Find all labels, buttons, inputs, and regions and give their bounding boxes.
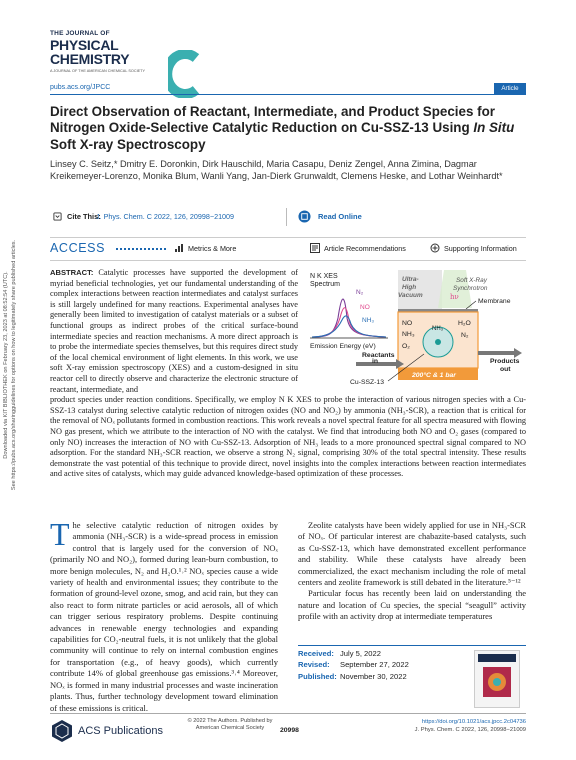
footer-divider <box>50 713 526 714</box>
published-date: November 30, 2022 <box>340 671 407 681</box>
revised-date: September 27, 2022 <box>340 660 409 670</box>
title-part-2: Soft X-ray Spectroscopy <box>50 136 206 152</box>
author-list[interactable]: Linsey C. Seitz,* Dmitry E. Doronkin, Dirk Hauschild, Maria Casapu, Deniz Zengel, Anna Zimina, Dagmar Kreikemeyer-Lorenzo, Monika Blum, Wanli Yang, Jan-Dierk Grunwaldt, Clemens Heske, and Lothar Weinhardt* <box>50 159 503 182</box>
copyright-notice <box>180 718 280 732</box>
metrics-icon <box>174 243 184 253</box>
dropcap: T <box>50 516 70 552</box>
cell-h2o: H₂O <box>458 320 471 327</box>
cell-no: NO <box>402 320 413 327</box>
journal-name-line-3: CHEMISTRY <box>50 51 130 67</box>
cell-n2: N₂ <box>461 332 469 339</box>
access-label: ACCESS <box>50 241 106 255</box>
supporting-info-icon <box>430 243 440 253</box>
copyright-line-2: American Chemical Society <box>195 725 265 731</box>
spectrum-title-1: N K XES <box>310 273 338 280</box>
catalyst-label: Cu-SSZ-13 <box>350 379 384 386</box>
title-italic: In Situ <box>473 120 515 136</box>
cite-icon <box>53 212 62 221</box>
cite-this-label: Cite This: <box>67 212 101 221</box>
vacuum-label-3: Vacuum <box>398 292 423 299</box>
journal-name-line-1: THE JOURNAL OF <box>50 30 110 37</box>
doi-block <box>415 718 526 734</box>
acs-logo-icon[interactable] <box>50 719 74 743</box>
access-bar <box>50 237 526 261</box>
received-row <box>298 648 438 659</box>
published-label: Published: <box>298 671 337 681</box>
title-part-1: Direct Observation of Reactant, Intermediate, and Product Species for Nitrogen Oxide-Selective Catalytic Reduction on Cu-SSZ-13 Using <box>50 104 495 136</box>
vacuum-label-2: High <box>402 284 417 291</box>
cell-nh3: NH₃ <box>402 331 415 338</box>
access-dots <box>116 248 166 252</box>
received-label: Received: <box>298 649 334 658</box>
dates-divider <box>298 645 526 646</box>
legend-nh3: NH₃ <box>362 317 375 324</box>
spectrum-x-label: Emission Energy (eV) <box>310 343 376 350</box>
page-number: 20998 <box>280 727 299 734</box>
legend-no: NO <box>360 304 370 311</box>
abstract-text-wide: product species under reaction conditions. Specifically, we employ N K XES to probe the interaction of various nitrogen species with a Cu-SSZ-13 catalyst during selective catalytic reduction of nitrogen oxides (NO and NO₂) by ammonia (NH₃-SCR), a reaction that is critical for the removal of NOₓ pollutants formed in combustion reactions. This work reveals a novel spectral feature for all spectra measured with flowing NO gas present, which we attribute to the interaction of NO with the catalyst. We find that introducing both NO and O₂ gases (compared to only NO) increases the interaction of NO with Cu-SSZ-13. Adsorption of NH₃ leads to a more pronounced spectral signal compared to NO adsorption. For the standard NH₃-SCR reaction, we observe a strong N₂ signal, comprising 30% of the total spectral intensity. These results demonstrate the vast potential of this technique to provide direct, novel insights into the complex interactions between reaction intermediates and active sites of catalysts, which may guide advanced knowledge-based optimization of these processes. <box>50 395 526 479</box>
cell-o2: O₂ <box>402 343 410 350</box>
publisher-name: ACS Publications <box>78 725 163 737</box>
journal-name-line-2: PHYSICAL <box>50 37 119 53</box>
spectrum-no-curve <box>312 308 386 337</box>
watermark-line-1: Downloaded via KIT BIBLIOTHEK on February 23, 2023 at 08:52:54 (UTC). <box>3 271 9 459</box>
paragraph-focus: Particular focus has recently been laid on understanding the nature and location of Cu species, the special “seagull” activity profile with an activity drop at intermediate temperatures <box>298 588 526 622</box>
products-label-1: Products <box>490 358 520 365</box>
journal-masthead[interactable] <box>50 25 160 80</box>
abstract-label: ABSTRACT: <box>50 268 94 277</box>
abstract-text-narrow <box>50 268 298 395</box>
synchrotron-label-1: Soft X-Ray <box>456 277 487 284</box>
read-online-icon <box>298 210 311 223</box>
reactants-label-2: in <box>372 358 379 365</box>
download-watermark <box>2 200 30 530</box>
vacuum-label-1: Ultra- <box>402 276 419 283</box>
toc-graphic <box>306 268 526 396</box>
paragraph-zeolite: Zeolite catalysts have been widely applied for use in NH₃-SCR of NOₓ. Of particular interest are chabazite-based catalysts, such as Cu-SSZ-13, which have demonstrated excellent performance and stability. While these catalysts have already been commercialized, the exact mechanism including the role of metal centers and zeolite framework is still debated in the literature.⁵⁻¹² <box>298 520 526 588</box>
body-column-left <box>50 516 278 714</box>
products-arrowhead <box>514 348 522 358</box>
intro-paragraph: he selective catalytic reduction of nitrogen oxides by ammonia (NH₃-SCR) is a wide-spread process in emission control that is largely used for the conversion of NOₓ (primarily NO and NO₂), formed during lean-burn combustion, to more benign molecules, N₂ and H₂O.¹˒² NOₓ species cause a wide variety of health and environmental issues; they contribute to the formation of ground-level ozone, smog, and acid rain, but they can also react to form nitrate particles or acid aerosols, all of which can trigger serious respiratory problems. Despite continuing advances in renewable energy technologies and expanding capabilities for CO₂-neutral fuels, it is not unlikely that the global community will continue to rely on internal combustion engines for transportation (e.g., of heavy goods), which currently contribute 14% of global greenhouse gas emissions.³˒⁴ Moreover, NOₓ is formed in many industrial processes and waste incineration plants. Thus, further technology development toward elimination of these emissions is critical. <box>50 520 278 713</box>
read-online-button[interactable] <box>298 210 378 224</box>
body-column-right <box>298 520 526 623</box>
conditions-label: 200°C & 1 bar <box>412 372 456 379</box>
page-footer <box>50 713 526 747</box>
footer-citation: J. Phys. Chem. C 2022, 126, 20998−21009 <box>414 727 526 733</box>
revised-row <box>298 659 438 670</box>
received-date: July 5, 2022 <box>340 649 381 658</box>
cite-separator <box>286 208 287 226</box>
supporting-info-link[interactable]: Supporting Information <box>444 244 517 253</box>
cite-bar <box>50 208 526 226</box>
spectrum-nh3-curve <box>312 316 386 337</box>
article-type-badge: Article <box>494 83 526 94</box>
citation-link[interactable]: J. Phys. Chem. C 2022, 126, 20998−21009 <box>96 212 235 221</box>
cell-nh3-adsorbed: NH₃ <box>432 326 444 332</box>
copyright-line-1: © 2022 The Authors. Published by <box>187 718 273 724</box>
read-online-label: Read Online <box>318 212 362 221</box>
journal-section-c-logo <box>168 50 200 98</box>
article-title <box>50 104 520 153</box>
journal-url-link[interactable]: pubs.acs.org/JPCC <box>50 84 111 91</box>
reactants-label-1: Reactants <box>362 352 395 359</box>
journal-cover-thumbnail[interactable] <box>474 650 520 708</box>
products-label-2: out <box>500 366 511 373</box>
recommendations-icon <box>310 243 320 253</box>
synchrotron-label-2: Synchrotron <box>453 285 488 292</box>
revised-label: Revised: <box>298 660 330 670</box>
membrane-label: Membrane <box>478 298 511 305</box>
legend-n2: N₂ <box>356 289 364 296</box>
doi-link[interactable]: https://doi.org/10.1021/acs.jpcc.2c04736 <box>421 719 526 725</box>
recommendations-link[interactable]: Article Recommendations <box>324 244 406 253</box>
spectrum-title-2: Spectrum <box>310 281 340 288</box>
hv-label: hν <box>450 293 459 301</box>
metrics-link[interactable]: Metrics & More <box>188 244 237 253</box>
header-divider <box>50 94 526 95</box>
cu-site <box>435 339 441 345</box>
article-history <box>298 645 438 682</box>
published-row <box>298 671 438 682</box>
watermark-line-2: See https://pubs.acs.org/sharingguidelines for options on how to legitimately share published articles. <box>11 239 17 491</box>
abstract-narrow-text: Catalytic processes have supported the development of myriad beneficial technologies, yet our fundamental understanding of the complex interactions between reaction intermediates and catalyst surfaces is still largely undefined for many reactions. Experimental analyses have generally been limited to investigation of catalyst materials or a subset of functional groups as indirect probes of the critical surface-bound intermediate species and reaction mechanisms. A more direct approach is to probe the intermediate species themselves, but this requires direct study of the local chemical environment of light elements. In this work, we use soft X-ray emission spectroscopy (XES) and a custom-designed in situ reactor cell to directly observe and characterize the electronic structure of reactant, intermediate, and <box>50 268 298 394</box>
journal-tagline: A JOURNAL OF THE AMERICAN CHEMICAL SOCIETY <box>50 69 146 73</box>
